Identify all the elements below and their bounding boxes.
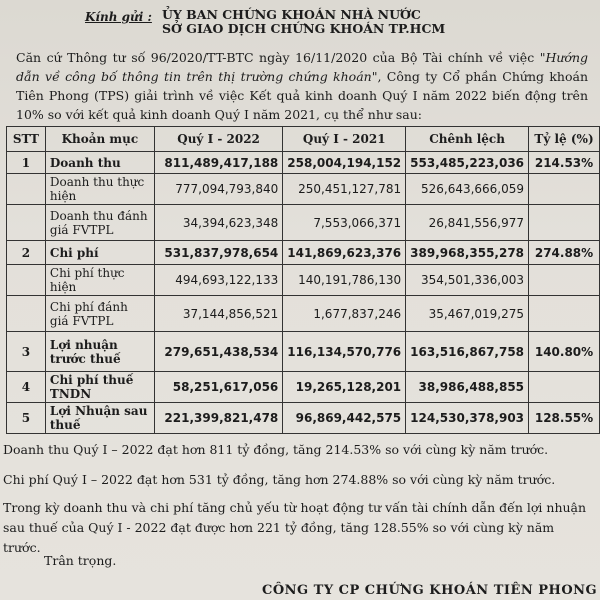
cell-diff: 35,467,019,275: [406, 296, 529, 332]
cell-stt: [7, 296, 46, 332]
intro-paragraph: [16, 48, 588, 124]
cell-diff: 553,485,223,036: [406, 152, 529, 174]
cell-diff: 526,643,666,059: [406, 174, 529, 205]
cell-pct: 140.80%: [529, 332, 600, 372]
cell-item: Chi phí: [45, 241, 154, 265]
cell-pct: 274.88%: [529, 241, 600, 265]
cell-stt: [7, 205, 46, 241]
table-row: [7, 241, 600, 265]
header-item: Khoản mục: [45, 127, 154, 152]
cell-q1-2021: 140,191,786,130: [283, 265, 406, 296]
cell-q1-2021: 7,553,066,371: [283, 205, 406, 241]
cell-diff: 354,501,336,003: [406, 265, 529, 296]
table-header-row: [7, 127, 600, 152]
cell-q1-2021: 258,004,194,152: [283, 152, 406, 174]
cell-q1-2021: 116,134,570,776: [283, 332, 406, 372]
cell-q1-2021: 250,451,127,781: [283, 174, 406, 205]
addressee-line-1: ỦY BAN CHỨNG KHOÁN NHÀ NƯỚC: [162, 7, 421, 22]
cell-pct: 214.53%: [529, 152, 600, 174]
table-row: [7, 372, 600, 403]
table-row: [7, 152, 600, 174]
cell-q1-2022: 777,094,793,840: [154, 174, 282, 205]
cell-item: Chi phí thực hiện: [45, 265, 154, 296]
header-stt: STT: [7, 127, 46, 152]
cell-q1-2022: 34,394,623,348: [154, 205, 282, 241]
cell-diff: 26,841,556,977: [406, 205, 529, 241]
kinh-gui-label: Kính gửi :: [85, 10, 152, 24]
cell-pct: 128.55%: [529, 403, 600, 434]
cell-pct: [529, 265, 600, 296]
cell-diff: 124,530,378,903: [406, 403, 529, 434]
cell-diff: 389,968,355,278: [406, 241, 529, 265]
header-q1-2022: Quý I - 2022: [154, 127, 282, 152]
cell-q1-2022: 279,651,438,534: [154, 332, 282, 372]
cell-stt: [7, 265, 46, 296]
table-row: [7, 403, 600, 434]
cell-item: Doanh thu thực hiện: [45, 174, 154, 205]
cell-stt: [7, 174, 46, 205]
cell-q1-2022: 531,837,978,654: [154, 241, 282, 265]
cell-pct: [529, 372, 600, 403]
cell-item: Chi phí thuế TNDN: [45, 372, 154, 403]
cost-paragraph: Chi phí Quý I – 2022 đạt hơn 531 tỷ đồng, tăng hơn 274.88% so với cùng kỳ năm trước.: [3, 472, 556, 487]
regards-text: Trân trọng.: [44, 553, 117, 568]
cell-q1-2021: 141,869,623,376: [283, 241, 406, 265]
cell-pct: [529, 296, 600, 332]
intro-text-italic: "Hướng dẫn về công bố thông tin trên thị trường chứng khoán": [16, 50, 588, 84]
cell-item: Lợi nhuận trước thuế: [45, 332, 154, 372]
cell-diff: 163,516,867,758: [406, 332, 529, 372]
intro-text-a: Căn cứ Thông tư số 96/2020/TT-BTC ngày 16/11/2020 của Bộ Tài chính về việc: [16, 50, 540, 65]
cell-stt: 1: [7, 152, 46, 174]
revenue-paragraph: Doanh thu Quý I – 2022 đạt hơn 811 tỷ đồng, tăng 214.53% so với cùng kỳ năm trước.: [3, 442, 549, 457]
cell-item: Lợi Nhuận sau thuế: [45, 403, 154, 434]
cell-item: Doanh thu: [45, 152, 154, 174]
table-row: [7, 205, 600, 241]
cell-q1-2022: 494,693,122,133: [154, 265, 282, 296]
cell-item: Doanh thu đánh giá FVTPL: [45, 205, 154, 241]
cell-q1-2022: 37,144,856,521: [154, 296, 282, 332]
cell-stt: 2: [7, 241, 46, 265]
cell-q1-2021: 19,265,128,201: [283, 372, 406, 403]
cell-pct: [529, 174, 600, 205]
profit-paragraph: Trong kỳ doanh thu và chi phí tăng chủ yếu từ hoạt động tư vấn tài chính dẫn đến lợi nhuận sau thuế của Quý I - 2022 đạt được hơn 221 tỷ đồng, tăng 128.55% so với cùng kỳ năm trước.: [3, 500, 587, 555]
intro-text-b: , Công ty Cổ phần Chứng khoán Tiên Phong (TPS) giải trình về việc Kết quả kinh doanh Quý I năm 2022 biến động trên 10% so với kết quả kinh doanh Quý I năm 2021, cụ thể như sau:: [16, 69, 588, 122]
cell-diff: 38,986,488,855: [406, 372, 529, 403]
cell-q1-2022: 221,399,821,478: [154, 403, 282, 434]
addressee-block: [162, 8, 445, 36]
table-row: [7, 332, 600, 372]
table-row: [7, 174, 600, 205]
header-diff: Chênh lệch: [406, 127, 529, 152]
cell-q1-2022: 58,251,617,056: [154, 372, 282, 403]
cell-pct: [529, 205, 600, 241]
addressee-line-2: SỞ GIAO DỊCH CHỨNG KHOÁN TP.HCM: [162, 21, 446, 36]
cell-stt: 5: [7, 403, 46, 434]
company-signature-name: CÔNG TY CP CHỨNG KHOÁN TIÊN PHONG: [262, 583, 598, 598]
table-row: [7, 296, 600, 332]
header-q1-2021: Quý I - 2021: [283, 127, 406, 152]
results-table: [6, 126, 600, 434]
cell-q1-2021: 96,869,442,575: [283, 403, 406, 434]
header-pct: Tỷ lệ (%): [529, 127, 600, 152]
cell-stt: 3: [7, 332, 46, 372]
cell-q1-2021: 1,677,837,246: [283, 296, 406, 332]
cell-item: Chi phí đánh giá FVTPL: [45, 296, 154, 332]
cell-stt: 4: [7, 372, 46, 403]
table-row: [7, 265, 600, 296]
cell-q1-2022: 811,489,417,188: [154, 152, 282, 174]
